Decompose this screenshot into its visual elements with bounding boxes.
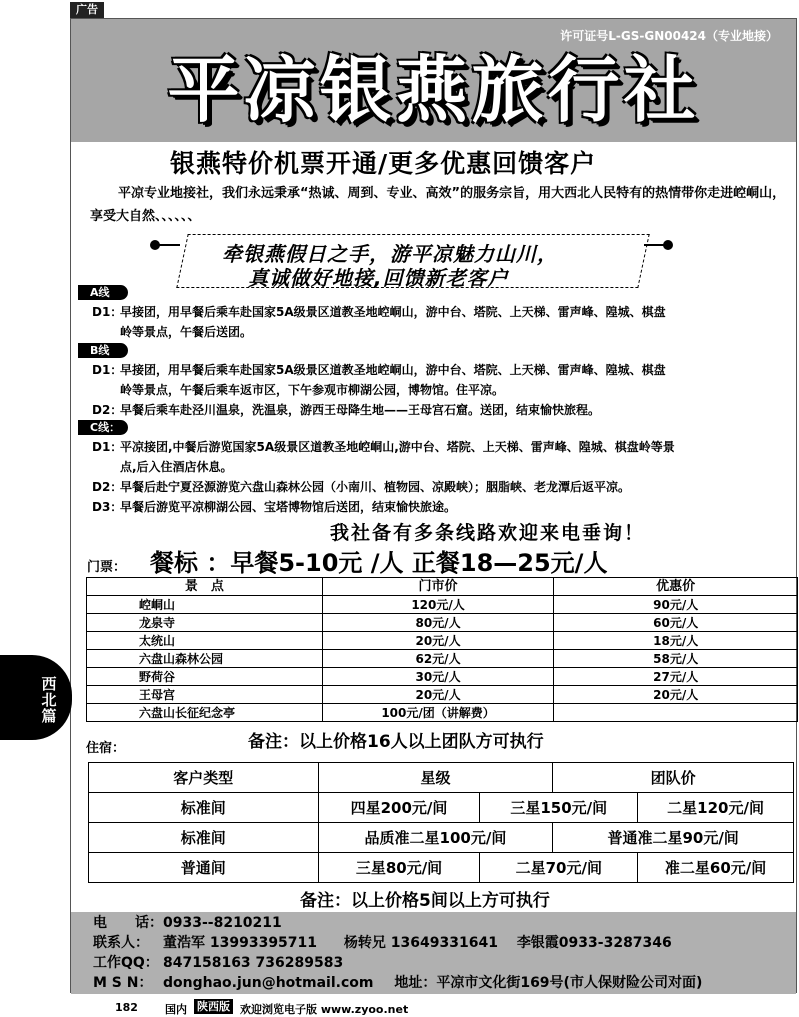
header-banner <box>71 19 796 142</box>
discount-price: 58元/人 <box>554 650 798 668</box>
route-b-tag: B线 <box>78 343 128 358</box>
discount-price: 90元/人 <box>554 596 798 614</box>
msn-label: M S N： <box>93 975 153 991</box>
day-label: D1： <box>92 363 123 377</box>
route-a-day1 <box>92 302 792 342</box>
separator-line-left <box>158 244 180 246</box>
contact-person-1: 董浩军 13993395711 <box>163 935 318 951</box>
table-header-row <box>89 763 794 793</box>
group-price-note: 备注：以上价格16人以上团队方可执行 <box>248 732 544 752</box>
route-a-tag: A线 <box>78 285 128 300</box>
route-text: 岭等景点，午餐后送团。 <box>120 325 253 339</box>
qq-numbers: 847158163 736289583 <box>163 955 344 971</box>
separator-dot-right <box>663 240 673 250</box>
ad-tag: 广告 <box>70 2 104 18</box>
footer-brand: 陕西版 <box>194 999 233 1014</box>
route-c-tag: C线： <box>78 420 128 435</box>
room-price: 二星120元/间 <box>638 793 794 823</box>
slogan-line-1: 牵银燕假日之手，游平凉魅力山川， <box>222 242 558 266</box>
day-label: D1： <box>92 305 123 319</box>
contact-person-2: 杨转兄 13649331641 <box>343 935 498 951</box>
phone-number: 0933--8210211 <box>163 915 282 931</box>
day-label: D2： <box>92 403 123 417</box>
route-b-day2 <box>92 400 792 420</box>
room-type: 普通间 <box>89 853 319 883</box>
msn-row <box>93 973 702 993</box>
scenic-spot: 野荷谷 <box>87 668 323 686</box>
room-type: 标准间 <box>89 793 319 823</box>
route-text: 点,后入住酒店休息。 <box>120 460 233 474</box>
route-text: 早接团，用早餐后乘车赴国家5A级景区道教圣地崆峒山，游中台、塔院、上天梯、雷声峰、隍城、棋盘 <box>120 305 666 319</box>
hotel-price-table <box>88 762 794 883</box>
msn-address[interactable]: donghao.jun@hotmail.com <box>163 975 374 991</box>
discount-price: 27元/人 <box>554 668 798 686</box>
scenic-spot: 太统山 <box>87 632 323 650</box>
table-row <box>89 823 794 853</box>
route-text: 早餐后赴宁夏泾源游览六盘山森林公园（小南川、植物园、凉殿峡）；胭脂峡、老龙潭后返平凉。 <box>120 480 631 494</box>
table-row <box>87 686 798 704</box>
day-label: D2： <box>92 480 123 494</box>
day-label: D3： <box>92 500 123 514</box>
retail-price: 30元/人 <box>322 668 554 686</box>
route-text: 早接团，用早餐后乘车赴国家5A级景区道教圣地崆峒山，游中台、塔院、上天梯、雷声峰、隍城、棋盘 <box>120 363 666 377</box>
region-side-tab-label: 西北篇 <box>41 675 57 725</box>
contact-panel <box>71 912 796 994</box>
table-row <box>89 793 794 823</box>
scenic-spot: 龙泉寺 <box>87 614 323 632</box>
route-text: 平凉接团,中餐后游览国家5A级景区道教圣地崆峒山,游中台、塔院、上天梯、雷声峰、隍城、棋盘岭等景 <box>120 440 675 454</box>
footer-site-link[interactable]: 欢迎浏览电子版 www.zyoo.net <box>240 1003 409 1016</box>
route-text: 岭等景点，午餐后乘车返市区，下午参观市柳湖公园，博物馆。住平凉。 <box>120 383 505 397</box>
column-header: 团队价 <box>553 763 794 793</box>
street-address: 平凉市文化街169号(市人保财险公司对面) <box>436 975 703 991</box>
route-text: 早餐后乘车赴泾川温泉，洗温泉，游西王母降生地——王母宫石窟。送团，结束愉快旅程。 <box>120 403 601 417</box>
route-c-day1 <box>92 437 792 477</box>
room-price: 四星200元/间 <box>318 793 480 823</box>
room-price: 二星70元/间 <box>480 853 638 883</box>
day-label: D1： <box>92 440 123 454</box>
table-row <box>87 614 798 632</box>
discount-price: 20元/人 <box>554 686 798 704</box>
slogan-line-2: 真诚做好地接,回馈新老客户 <box>248 266 509 290</box>
column-header: 景 点 <box>87 578 323 596</box>
scenic-spot: 六盘山森林公园 <box>87 650 323 668</box>
table-row <box>87 596 798 614</box>
address-label: 地址： <box>394 975 437 991</box>
meal-prices: 餐标 ：早餐5-10元 /人 正餐18—25元/人 <box>150 549 608 577</box>
ticket-price-table <box>86 577 798 722</box>
route-b-day1 <box>92 360 792 400</box>
table-header-row <box>87 578 798 596</box>
table-row <box>87 632 798 650</box>
welcome-text: 我社备有多条线路欢迎来电垂询！ <box>330 522 646 544</box>
retail-price: 80元/人 <box>322 614 554 632</box>
scenic-spot: 王母宫 <box>87 686 323 704</box>
discount-price: 60元/人 <box>554 614 798 632</box>
table-row <box>87 650 798 668</box>
discount-price <box>554 704 798 722</box>
discount-price: 18元/人 <box>554 632 798 650</box>
route-c-day3 <box>92 497 792 517</box>
column-header: 星级 <box>318 763 553 793</box>
phone-label: 电 话： <box>93 915 163 931</box>
scenic-spot: 六盘山长征纪念亭 <box>87 704 323 722</box>
room-type: 标准间 <box>89 823 319 853</box>
column-header: 门市价 <box>322 578 554 596</box>
contact-person-row <box>93 933 672 953</box>
table-row <box>89 853 794 883</box>
room-price: 品质准二星100元/间 <box>318 823 553 853</box>
qq-label: 工作QQ： <box>93 955 159 971</box>
room-price-note: 备注：以上价格5间以上方可执行 <box>300 891 550 911</box>
room-price: 三星80元/间 <box>318 853 480 883</box>
retail-price: 120元/人 <box>322 596 554 614</box>
region-side-tab <box>0 655 72 740</box>
table-row <box>87 704 798 722</box>
route-c-day2 <box>92 477 792 497</box>
column-header: 客户类型 <box>89 763 319 793</box>
route-text: 早餐后游览平凉柳湖公园、宝塔博物馆后送团，结束愉快旅途。 <box>120 500 457 514</box>
qq-row <box>93 953 343 973</box>
column-header: 优惠价 <box>554 578 798 596</box>
scenic-spot: 崆峒山 <box>87 596 323 614</box>
contact-person-label: 联系人： <box>93 935 149 951</box>
room-price: 三星150元/间 <box>480 793 638 823</box>
agency-title: 平凉银燕旅行社 <box>167 48 700 132</box>
lodging-label: 住宿： <box>86 741 126 756</box>
page-number: 182 <box>115 1001 138 1014</box>
room-price: 准二星60元/间 <box>638 853 794 883</box>
phone-row <box>93 913 282 933</box>
table-row <box>87 668 798 686</box>
retail-price: 20元/人 <box>322 632 554 650</box>
retail-price: 100元/团（讲解费） <box>322 704 554 722</box>
headline: 银燕特价机票开通/更多优惠回馈客户 <box>170 149 597 178</box>
license-number: 许可证号L-GS-GN00424（专业地接） <box>560 29 778 43</box>
contact-person-3: 李银霞0933-3287346 <box>516 935 672 951</box>
footer-region: 国内 <box>165 1003 187 1016</box>
room-price: 普通准二星90元/间 <box>553 823 794 853</box>
tickets-label: 门票： <box>87 560 127 575</box>
intro-paragraph: 平凉专业地接社，我们永远秉承“热诚、周到、专业、高效”的服务宗旨，用大西北人民特有的热情带你走进崆峒山，享受大自然、、、、、、 <box>90 186 786 224</box>
retail-price: 20元/人 <box>322 686 554 704</box>
retail-price: 62元/人 <box>322 650 554 668</box>
